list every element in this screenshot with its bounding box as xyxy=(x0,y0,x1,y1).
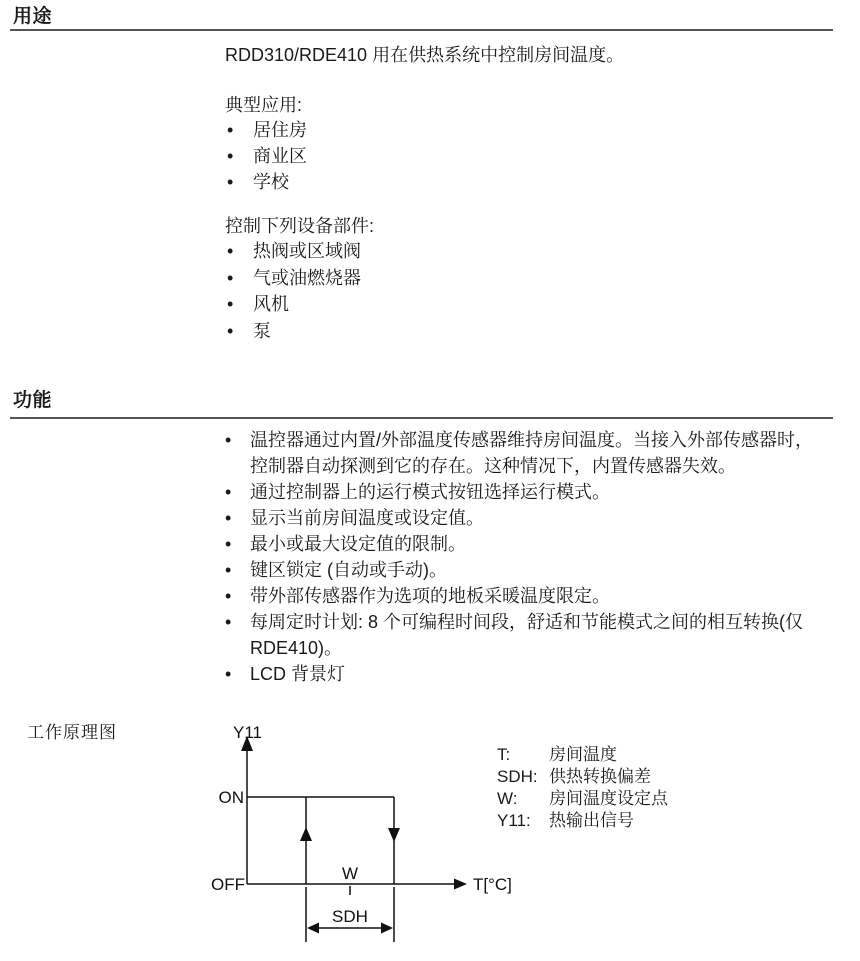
legend-value: 房间温度设定点 xyxy=(549,789,668,808)
typical-applications-label: 典型应用: xyxy=(225,95,303,115)
list-item-text: 通过控制器上的运行模式按钮选择运行模式。 xyxy=(250,482,610,502)
x-axis-label: T[°C] xyxy=(473,875,512,894)
list-item-text: 商业区 xyxy=(253,146,307,166)
bullet-dot: • xyxy=(225,612,232,632)
y-axis-label: Y11 xyxy=(233,723,262,742)
list-item-text: 风机 xyxy=(253,294,289,314)
operating-principle-label: 工作原理图 xyxy=(27,723,117,742)
arrowhead-left-icon xyxy=(307,923,319,934)
list-item xyxy=(227,238,647,265)
list-item-text: 学校 xyxy=(253,172,289,192)
list-item xyxy=(225,609,832,661)
bullet-dot: • xyxy=(227,241,234,261)
bullet-dot: • xyxy=(225,430,232,450)
list-item xyxy=(225,427,832,479)
heading-rule xyxy=(10,417,833,419)
controlled-equipment-label: 控制下列设备部件: xyxy=(225,216,375,236)
list-item-text: 泵 xyxy=(253,320,271,341)
heading-rule xyxy=(10,29,833,31)
legend-row xyxy=(497,810,668,832)
section-heading-usage: 用途 xyxy=(13,6,53,27)
diagram-legend xyxy=(497,744,668,832)
list-item xyxy=(227,117,647,143)
bullet-dot: • xyxy=(227,267,234,288)
list-item xyxy=(225,479,832,505)
list-item xyxy=(225,661,832,687)
legend-key: Y11: xyxy=(497,811,531,830)
legend-row xyxy=(497,788,668,810)
arrowhead-right-icon xyxy=(381,923,393,934)
list-item-text: 温控器通过内置/外部温度传感器维持房间温度。当接入外部传感器时，控制器自动探测到它的存在。这种情况下，内置传感器失效。 xyxy=(250,430,813,476)
bullet-dot: • xyxy=(225,508,232,528)
list-item-text: 显示当前房间温度或设定值。 xyxy=(250,508,484,528)
usage-intro: RDD310/RDE410 用在供热系统中控制房间温度。 xyxy=(225,45,625,65)
list-item-text: 热阀或区域阀 xyxy=(253,241,361,261)
legend-row xyxy=(497,744,668,766)
list-item xyxy=(227,318,647,345)
list-item-text: 每周定时计划: 8 个可编程时间段，舒适和节能模式之间的相互转换(仅 RDE410)。 xyxy=(250,612,804,658)
bullet-dot: • xyxy=(225,664,232,684)
section-heading-functions: 功能 xyxy=(13,390,53,411)
bullet-dot: • xyxy=(227,146,234,166)
bullet-dot: • xyxy=(225,534,232,554)
list-item-text: 气或油燃烧器 xyxy=(253,267,361,288)
list-item xyxy=(225,531,832,557)
list-item xyxy=(227,169,647,195)
operating-principle-diagram xyxy=(190,700,520,961)
legend-value: 房间温度 xyxy=(549,745,617,764)
hysteresis-label: SDH xyxy=(332,907,368,926)
arrowhead-up-icon xyxy=(300,827,312,841)
list-item-text: LCD 背景灯 xyxy=(250,664,346,684)
list-item xyxy=(227,291,647,318)
setpoint-label: W xyxy=(341,864,359,883)
controlled-equipment-list xyxy=(227,238,647,344)
typical-applications-list xyxy=(227,117,647,195)
legend-value: 热输出信号 xyxy=(549,811,634,830)
legend-value: 供热转换偏差 xyxy=(549,767,651,786)
off-label: OFF xyxy=(211,875,245,894)
bullet-dot: • xyxy=(227,172,234,192)
bullet-dot: • xyxy=(225,482,232,502)
functions-list xyxy=(225,427,832,687)
legend-row xyxy=(497,766,668,788)
bullet-dot: • xyxy=(227,320,234,341)
legend-key: T: xyxy=(497,745,511,764)
on-label: ON xyxy=(218,788,244,807)
list-item xyxy=(225,505,832,531)
bullet-dot: • xyxy=(225,586,232,606)
list-item xyxy=(227,143,647,169)
bullet-dot: • xyxy=(227,294,234,314)
list-item xyxy=(227,265,647,292)
list-item xyxy=(225,583,832,609)
legend-key: W: xyxy=(497,789,518,808)
list-item-text: 键区锁定 (自动或手动)。 xyxy=(250,560,447,580)
list-item xyxy=(225,557,832,583)
legend-key: SDH: xyxy=(497,767,538,786)
arrowhead-down-icon xyxy=(388,828,400,842)
bullet-dot: • xyxy=(227,120,234,140)
arrowhead-right-icon xyxy=(454,879,467,890)
list-item-text: 最小或最大设定值的限制。 xyxy=(250,534,466,554)
list-item-text: 带外部传感器作为选项的地板采暖温度限定。 xyxy=(250,586,610,606)
list-item-text: 居住房 xyxy=(253,120,307,140)
bullet-dot: • xyxy=(225,560,232,580)
